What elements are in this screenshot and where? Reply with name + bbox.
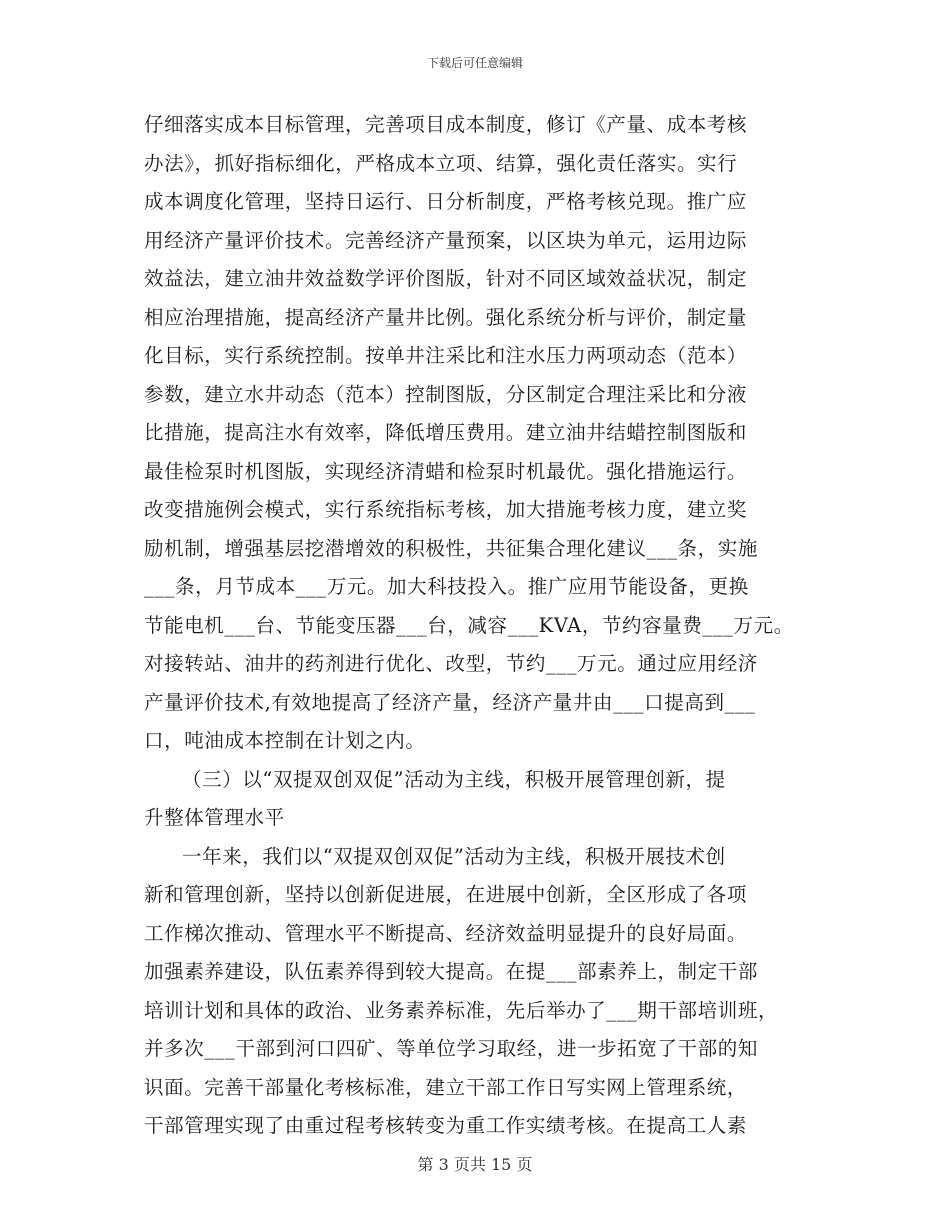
page-header: 下载后可任意编辑	[426, 56, 523, 70]
text-line: 对接转站、油井的药剂进行优化、改型，节约___万元。通过应用经济	[144, 652, 758, 675]
text-line: 励机制，增强基层挖潜增效的积极性，共征集合理化建议___条，实施	[144, 536, 758, 560]
text-line: 仔细落实成本目标管理，完善项目成本制度，修订《产量、成本考核	[144, 113, 748, 136]
text-line: 用经济产量评价技术。完善经济产量预案，以区块为单元，运用边际	[144, 228, 748, 252]
text-line: 产量评价技术,有效地提高了经济产量，经济产量井由___口提高到___	[144, 690, 756, 714]
text-line: 相应治理措施，提高经济产量井比例。强化系统分析与评价，制定量	[144, 305, 748, 329]
text-line: 培训计划和具体的政治、业务素养标准，先后举办了___期干部培训班，	[144, 998, 779, 1022]
text-line: 比措施，提高注水有效率，降低增压费用。建立油井结蜡控制图版和	[144, 421, 748, 444]
text-line: ___条，月节成本___万元。加大科技投入。推广应用节能设备，更换	[144, 575, 749, 598]
text-line: 干部管理实现了由重过程考核转变为重工作实绩考核。在提高工人素	[144, 1114, 748, 1137]
text-line: 并多次___干部到河口四矿、等单位学习取经，进一步拓宽了干部的知	[144, 1037, 758, 1060]
text-line: 加强素养建设，队伍素养得到较大提高。在提___部素养上，制定干部	[144, 960, 758, 983]
text-line: 识面。完善干部量化考核标准，建立干部工作日写实网上管理系统，	[144, 1075, 748, 1099]
document-body	[144, 106, 806, 1146]
text-line: 新和管理创新，坚持以创新促进展，在进展中创新，全区形成了各项	[144, 883, 748, 906]
text-line: 工作梯次推动、管理水平不断提高、经济效益明显提升的良好局面。	[144, 921, 748, 945]
text-line: 节能电机___台、节能变压器___台，减容___KVA，节约容量费___万元。	[144, 613, 794, 637]
text-line: 口，吨油成本控制在计划之内。	[144, 729, 426, 752]
text-line: 成本调度化管理，坚持日运行、日分析制度，严格考核兑现。推广应	[144, 190, 748, 213]
section-heading-line: （三）以“双提双创双促”活动为主线，积极开展管理创新，提	[182, 767, 726, 791]
text-line: 参数，建立水井动态（范本）控制图版，分区制定合理注采比和分液	[144, 382, 748, 406]
text-line: 效益法，建立油井效益数学评价图版，针对不同区域效益状况，制定	[144, 267, 748, 290]
text-line: 办法》，抓好指标细化，严格成本立项、结算，强化责任落实。实行	[144, 151, 738, 175]
text-line: 改变措施例会模式，实行系统指标考核，加大措施考核力度，建立奖	[144, 498, 748, 521]
text-line: 最佳检泵时机图版，实现经济清蜡和检泵时机最优。强化措施运行。	[144, 459, 748, 483]
text-line: 一年来，我们以“双提双创双促”活动为主线，积极开展技术创	[182, 844, 726, 868]
section-heading-line: 升整体管理水平	[144, 806, 285, 829]
text-line: 化目标，实行系统控制。按单井注采比和注水压力两项动态（范本）	[144, 344, 748, 367]
page-footer: 第 3 页共 15 页	[417, 1155, 533, 1174]
